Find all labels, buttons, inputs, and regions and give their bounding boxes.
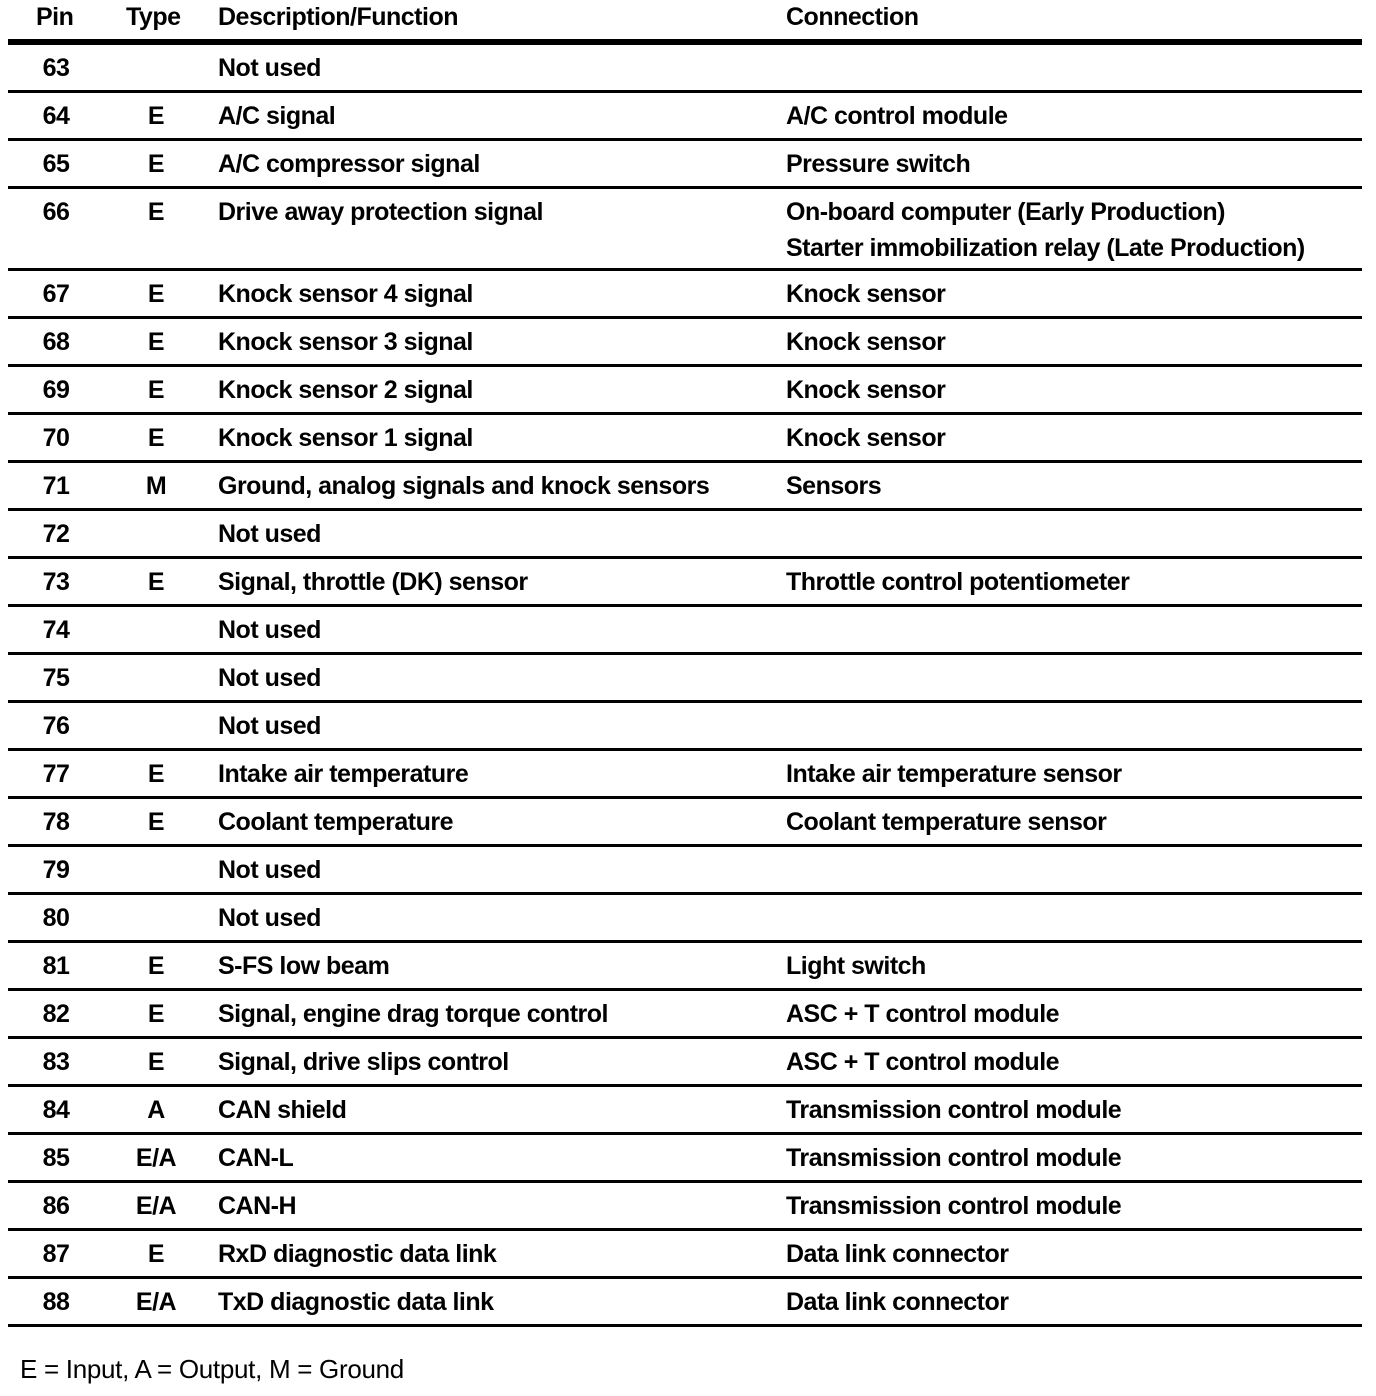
table-row bbox=[8, 703, 1362, 751]
table-row bbox=[8, 367, 1362, 415]
pin-cell: 75 bbox=[42, 664, 70, 692]
table-row bbox=[8, 799, 1362, 847]
description-cell: Not used bbox=[218, 520, 321, 548]
description-cell: Ground, analog signals and knock sensors bbox=[218, 472, 710, 500]
description-cell: CAN shield bbox=[218, 1096, 347, 1124]
table-row bbox=[8, 141, 1362, 189]
connection-cell bbox=[786, 564, 1129, 600]
table-row bbox=[8, 463, 1362, 511]
connection-line: Transmission control module bbox=[786, 1096, 1122, 1124]
type-cell: E bbox=[147, 102, 165, 130]
description-cell: Intake air temperature bbox=[218, 760, 469, 788]
description-cell: A/C compressor signal bbox=[218, 150, 480, 178]
table-row bbox=[8, 319, 1362, 367]
pin-cell: 63 bbox=[42, 54, 70, 82]
connection-line: On-board computer (Early Production) bbox=[786, 198, 1225, 226]
description-cell: TxD diagnostic data link bbox=[218, 1288, 494, 1316]
pin-cell: 73 bbox=[42, 568, 70, 596]
type-cell: A bbox=[147, 1096, 165, 1124]
type-cell: E bbox=[147, 280, 165, 308]
table-row bbox=[8, 607, 1362, 655]
connection-line: Throttle control potentiometer bbox=[786, 568, 1130, 596]
description-cell: S-FS low beam bbox=[218, 952, 390, 980]
pin-cell: 81 bbox=[42, 952, 70, 980]
pin-cell: 88 bbox=[42, 1288, 70, 1316]
description-cell: Not used bbox=[218, 664, 321, 692]
pin-cell: 72 bbox=[42, 520, 70, 548]
pin-cell: 64 bbox=[42, 102, 70, 130]
table-row bbox=[8, 511, 1362, 559]
pin-cell: 69 bbox=[42, 376, 70, 404]
connection-cell bbox=[786, 1188, 1121, 1224]
connection-line: Intake air temperature sensor bbox=[786, 760, 1122, 788]
pin-cell: 68 bbox=[42, 328, 70, 356]
connection-cell bbox=[786, 948, 926, 984]
description-cell: Not used bbox=[218, 616, 321, 644]
description-cell: CAN-L bbox=[218, 1144, 294, 1172]
type-cell: E bbox=[147, 328, 165, 356]
pin-cell: 71 bbox=[42, 472, 70, 500]
table-row bbox=[8, 1279, 1362, 1327]
type-cell: M bbox=[145, 472, 167, 500]
connection-cell bbox=[786, 1236, 1009, 1272]
connection-cell bbox=[786, 1284, 1009, 1320]
type-cell: E bbox=[147, 760, 165, 788]
pin-cell: 66 bbox=[42, 198, 70, 226]
connection-cell bbox=[786, 996, 1059, 1032]
connection-cell bbox=[786, 468, 881, 504]
type-cell: E bbox=[147, 376, 165, 404]
description-cell: Knock sensor 4 signal bbox=[218, 280, 473, 308]
connection-line: Data link connector bbox=[786, 1240, 1009, 1268]
type-cell: E bbox=[147, 1048, 165, 1076]
connection-line: Sensors bbox=[786, 472, 882, 500]
description-cell: Knock sensor 2 signal bbox=[218, 376, 473, 404]
type-cell: E/A bbox=[135, 1144, 177, 1172]
pin-cell: 70 bbox=[42, 424, 70, 452]
pin-cell: 76 bbox=[42, 712, 70, 740]
description-cell: A/C signal bbox=[218, 102, 336, 130]
pin-cell: 86 bbox=[42, 1192, 70, 1220]
pin-cell: 79 bbox=[42, 856, 70, 884]
header-description: Description/Function bbox=[218, 3, 458, 31]
header-type: Type bbox=[126, 3, 181, 31]
pin-cell: 74 bbox=[42, 616, 70, 644]
description-cell: Not used bbox=[218, 54, 321, 82]
pin-cell: 87 bbox=[42, 1240, 70, 1268]
type-cell: E bbox=[147, 1000, 165, 1028]
description-cell: Not used bbox=[218, 856, 321, 884]
pin-cell: 82 bbox=[42, 1000, 70, 1028]
description-cell: Drive away protection signal bbox=[218, 198, 543, 226]
pin-cell: 84 bbox=[42, 1096, 70, 1124]
table-row bbox=[8, 93, 1362, 141]
table-row bbox=[8, 895, 1362, 943]
type-cell: E/A bbox=[135, 1192, 177, 1220]
table-row bbox=[8, 655, 1362, 703]
pin-cell: 83 bbox=[42, 1048, 70, 1076]
type-cell: E bbox=[147, 198, 165, 226]
connection-cell bbox=[786, 324, 945, 360]
type-cell: E bbox=[147, 424, 165, 452]
header-connection: Connection bbox=[786, 3, 919, 31]
description-cell: CAN-H bbox=[218, 1192, 297, 1220]
type-cell: E bbox=[147, 952, 165, 980]
table-header bbox=[8, 0, 1362, 38]
connection-cell bbox=[786, 146, 970, 182]
table-row bbox=[8, 943, 1362, 991]
pin-cell: 67 bbox=[42, 280, 70, 308]
pin-cell: 85 bbox=[42, 1144, 70, 1172]
connection-cell bbox=[786, 276, 945, 312]
connection-cell bbox=[786, 98, 1008, 134]
type-cell: E bbox=[147, 808, 165, 836]
connection-line: Knock sensor bbox=[786, 376, 946, 404]
connection-cell bbox=[786, 756, 1122, 792]
footnote-legend: E = Input, A = Output, M = Ground bbox=[20, 1354, 404, 1384]
connection-line: A/C control module bbox=[786, 102, 1008, 130]
type-cell: E bbox=[147, 1240, 165, 1268]
connection-cell bbox=[786, 1044, 1059, 1080]
connection-line: ASC + T control module bbox=[786, 1048, 1060, 1076]
table-row bbox=[8, 1039, 1362, 1087]
table-row bbox=[8, 751, 1362, 799]
table-row bbox=[8, 1087, 1362, 1135]
connection-cell bbox=[786, 420, 945, 456]
description-cell: Knock sensor 1 signal bbox=[218, 424, 473, 452]
connection-cell bbox=[786, 194, 1305, 266]
description-cell: Signal, engine drag torque control bbox=[218, 1000, 608, 1028]
type-cell: E bbox=[147, 568, 165, 596]
connection-line: Transmission control module bbox=[786, 1192, 1122, 1220]
connection-line: Knock sensor bbox=[786, 328, 946, 356]
table-row bbox=[8, 559, 1362, 607]
connection-cell bbox=[786, 804, 1106, 840]
table-row bbox=[8, 189, 1362, 271]
description-cell: Signal, drive slips control bbox=[218, 1048, 509, 1076]
description-cell: Coolant temperature bbox=[218, 808, 453, 836]
connection-cell bbox=[786, 1092, 1121, 1128]
connection-line: Data link connector bbox=[786, 1288, 1009, 1316]
description-cell: Not used bbox=[218, 904, 321, 932]
connection-line: Transmission control module bbox=[786, 1144, 1122, 1172]
connection-line: Light switch bbox=[786, 952, 926, 980]
connection-cell bbox=[786, 1140, 1121, 1176]
table-row bbox=[8, 1183, 1362, 1231]
type-cell: E bbox=[147, 150, 165, 178]
pin-cell: 78 bbox=[42, 808, 70, 836]
connection-cell bbox=[786, 372, 945, 408]
table-row bbox=[8, 1135, 1362, 1183]
pin-cell: 80 bbox=[42, 904, 70, 932]
table-row bbox=[8, 847, 1362, 895]
connection-line-2: Starter immobilization relay (Late Production) bbox=[786, 234, 1305, 262]
connection-line: Coolant temperature sensor bbox=[786, 808, 1107, 836]
description-cell: Signal, throttle (DK) sensor bbox=[218, 568, 528, 596]
connection-line: Pressure switch bbox=[786, 150, 971, 178]
description-cell: RxD diagnostic data link bbox=[218, 1240, 497, 1268]
table-row bbox=[8, 991, 1362, 1039]
description-cell: Knock sensor 3 signal bbox=[218, 328, 473, 356]
pin-table bbox=[8, 45, 1362, 1327]
connection-line: Knock sensor bbox=[786, 424, 946, 452]
description-cell: Not used bbox=[218, 712, 321, 740]
pin-cell: 65 bbox=[42, 150, 70, 178]
type-cell: E/A bbox=[135, 1288, 177, 1316]
table-row bbox=[8, 271, 1362, 319]
connection-line: ASC + T control module bbox=[786, 1000, 1060, 1028]
header-pin: Pin bbox=[36, 3, 74, 31]
table-row bbox=[8, 415, 1362, 463]
table-row bbox=[8, 45, 1362, 93]
pin-cell: 77 bbox=[42, 760, 70, 788]
table-row bbox=[8, 1231, 1362, 1279]
connection-line: Knock sensor bbox=[786, 280, 946, 308]
